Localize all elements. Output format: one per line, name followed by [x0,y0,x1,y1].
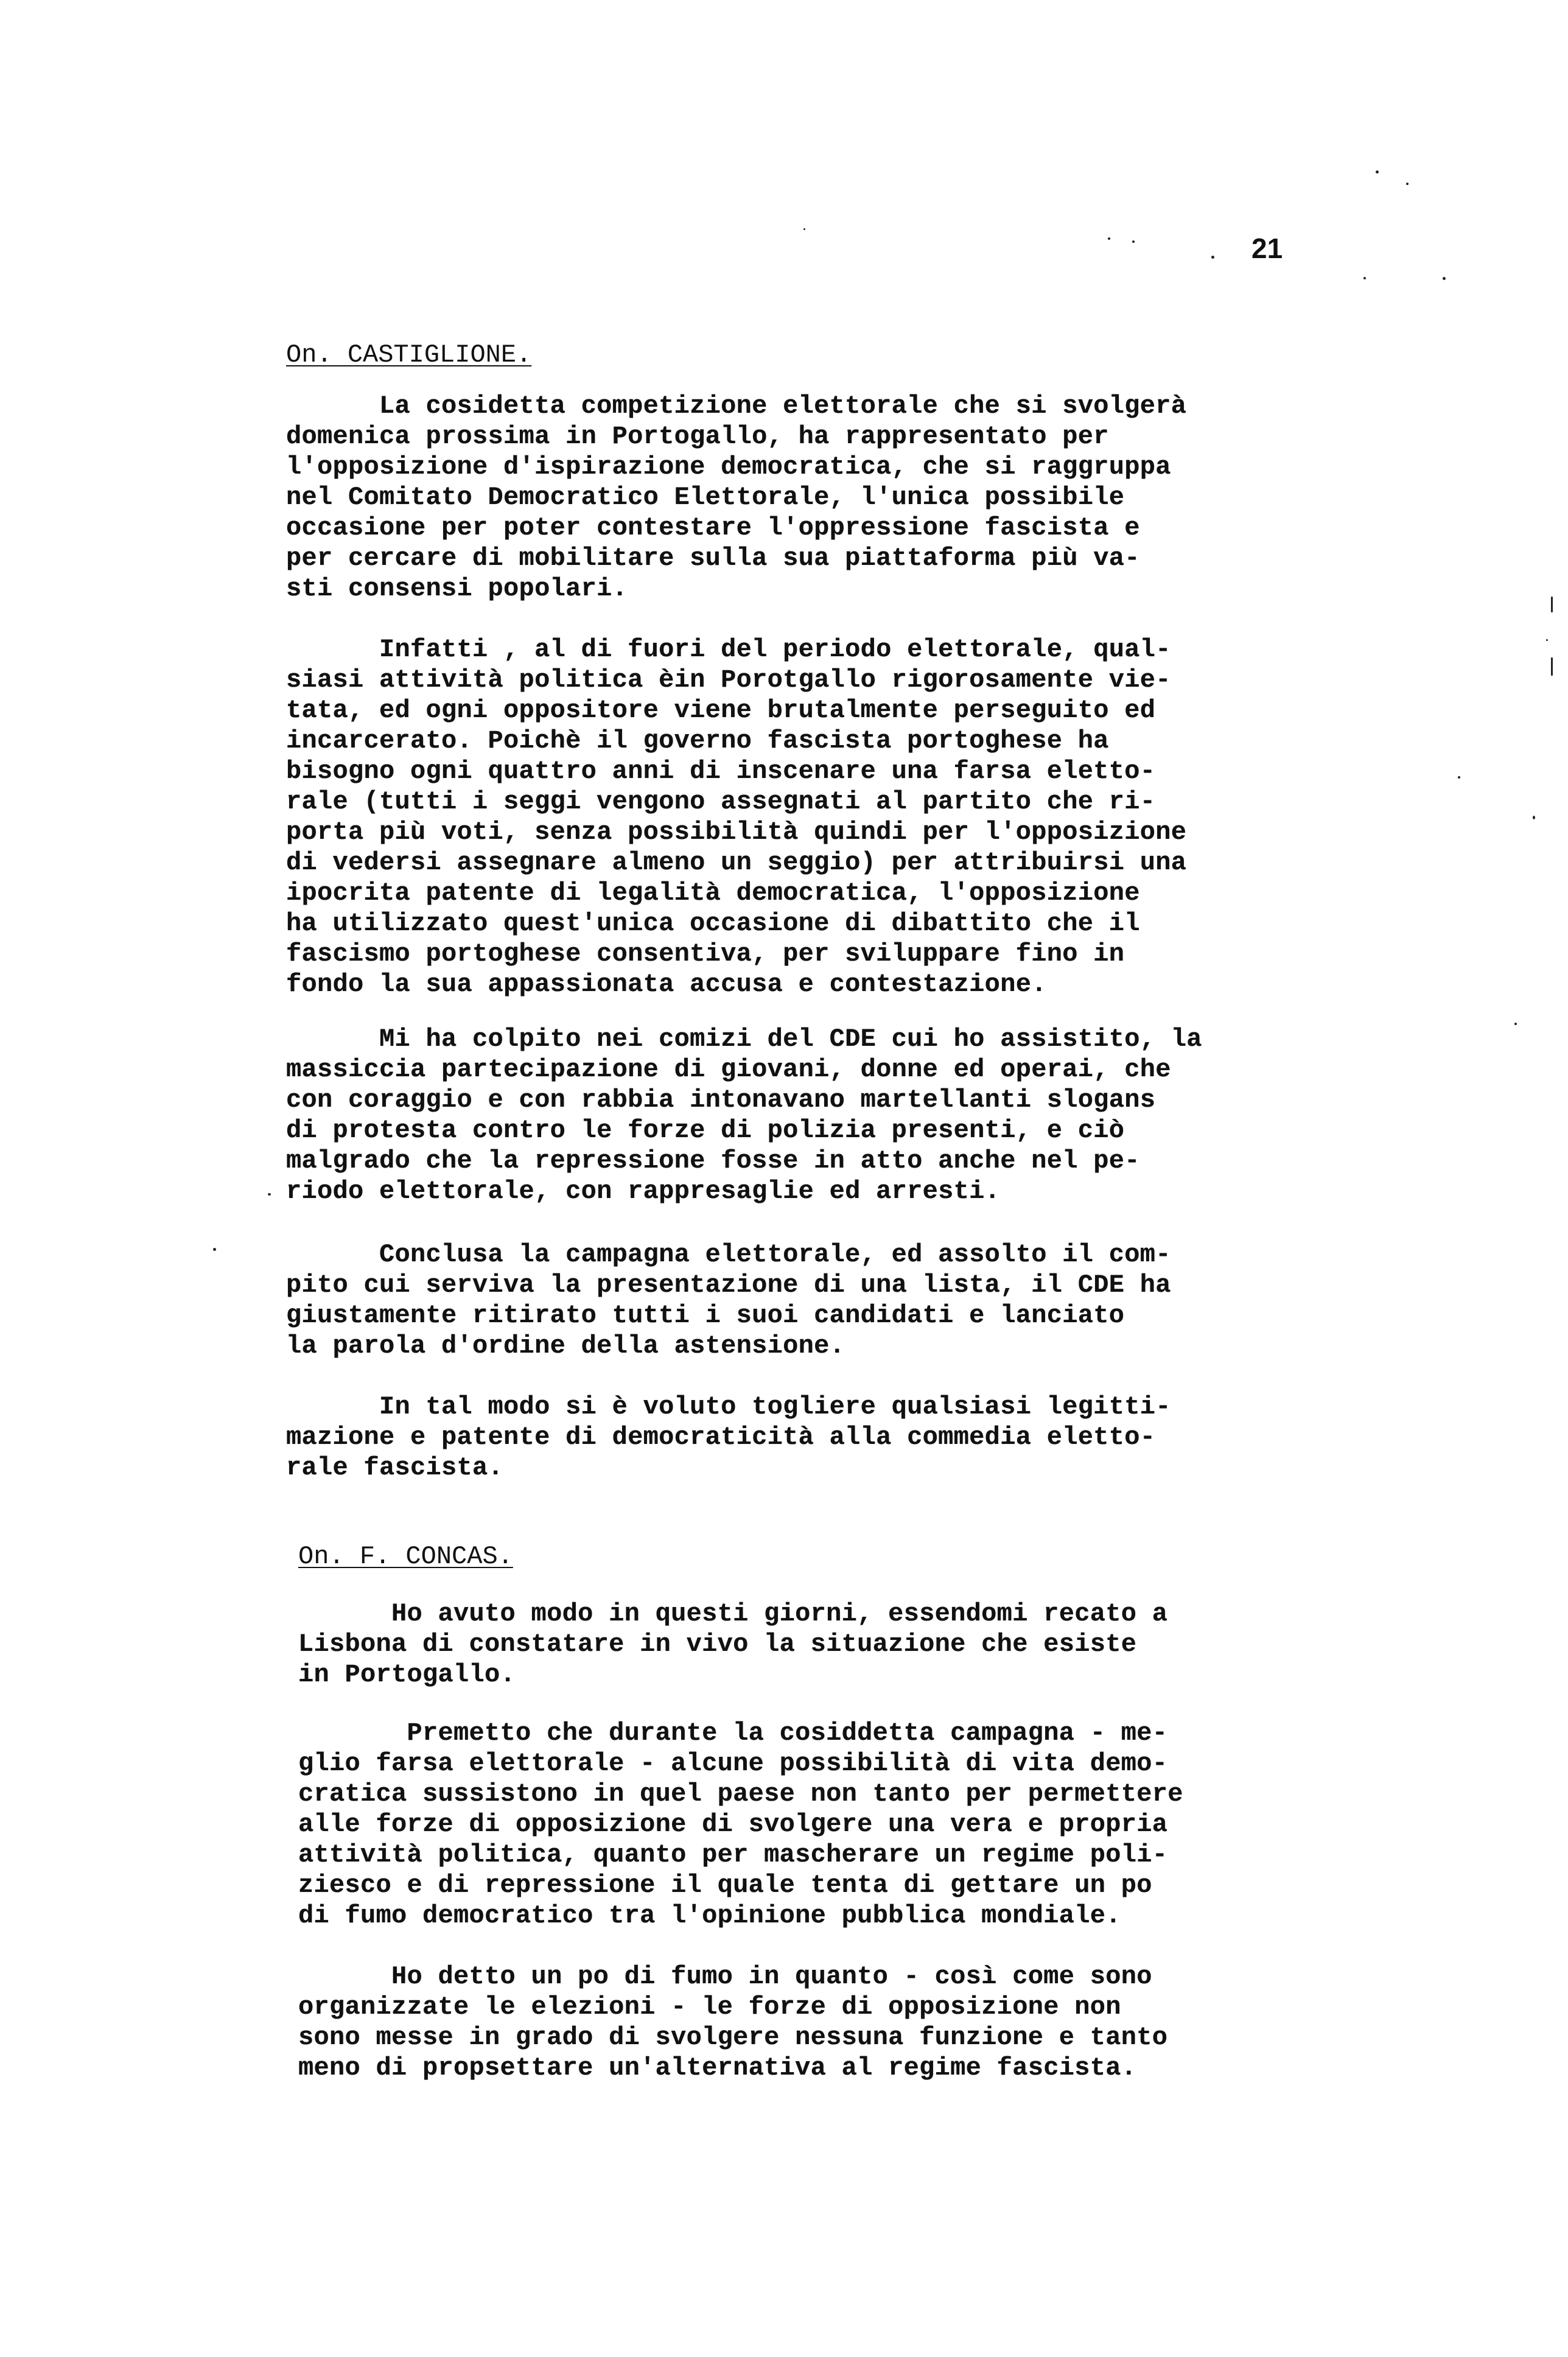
scan-speck [1551,657,1553,676]
text-line: rale (tutti i seggi vengono assegnati al partito che ri- [286,787,1156,816]
text-line: Conclusa la campagna elettorale, ed assolto il com- [286,1240,1171,1269]
text-line: occasione per poter contestare l'oppressione fascista e [286,513,1140,542]
scan-speck [213,1248,216,1251]
scan-speck [803,228,805,230]
text-line: di fumo democratico tra l'opinione pubblica mondiale. [298,1901,1121,1930]
scan-speck [268,1193,271,1196]
text-line: massiccia partecipazione di giovani, donne ed operai, che [286,1055,1171,1084]
text-line: di vedersi assegnare almeno un seggio) per attribuirsi una [286,848,1187,877]
paragraph [286,1392,1236,1483]
text-line: in Portogallo. [298,1660,516,1689]
scan-speck [1533,816,1535,819]
scan-speck [1406,183,1409,185]
text-line: mazione e patente di democraticità alla commedia eletto- [286,1423,1156,1452]
text-line: rale fascista. [286,1453,504,1482]
paragraph [286,391,1236,604]
text-line: Ho detto un po di fumo in quanto - così come sono [298,1962,1152,1991]
text-line: Mi ha colpito nei comizi del CDE cui ho assistito, la [286,1024,1202,1054]
paragraph [298,1718,1248,1931]
text-line: di protesta contro le forze di polizia presenti, e ciò [286,1116,1125,1145]
paragraph [286,1239,1236,1361]
page-number: 21 [1251,233,1283,264]
text-line: bisogno ogni quattro anni di inscenare una farsa eletto- [286,757,1156,786]
text-line: domenica prossima in Portogallo, ha rappresentato per [286,422,1109,451]
scan-speck [1458,776,1460,779]
scan-speck [1546,639,1548,641]
text-line: La cosidetta competizione elettorale che si svolgerà [286,391,1187,421]
text-line: sono messe in grado di svolgere nessuna funzione e tanto [298,2023,1168,2052]
text-line: organizzate le elezioni - le forze di opposizione non [298,1992,1121,2022]
text-line: nel Comitato Democratico Elettorale, l'unica possibile [286,483,1125,512]
text-line: pito cui serviva la presentazione di una lista, il CDE ha [286,1270,1171,1300]
scan-speck [1108,237,1110,240]
text-line: ipocrita patente di legalità democratica, l'opposizione [286,878,1140,908]
scan-speck [1363,277,1366,279]
text-line: malgrado che la repressione fosse in atto anche nel pe- [286,1146,1140,1175]
text-line: fondo la sua appassionata accusa e contestazione. [286,970,1047,999]
text-line: alle forze di opposizione di svolgere una vera e propria [298,1810,1168,1839]
text-line: tata, ed ogni oppositore viene brutalmente perseguito ed [286,696,1156,725]
text-line: glio farsa elettorale - alcune possibilità di vita demo- [298,1749,1168,1778]
text-line: fascismo portoghese consentiva, per sviluppare fino in [286,939,1125,968]
text-line: ha utilizzato quest'unica occasione di dibattito che il [286,909,1140,938]
section-heading-concas: On. F. CONCAS. [298,1542,513,1571]
text-line: meno di propsettare un'alternativa al regime fascista. [298,2053,1137,2082]
text-line: incarcerato. Poichè il governo fascista portoghese ha [286,726,1109,755]
text-line: per cercare di mobilitare sulla sua piattaforma più va- [286,544,1140,573]
text-line: giustamente ritirato tutti i suoi candidati e lanciato [286,1301,1125,1330]
paragraph [286,634,1236,1000]
scan-speck [1376,170,1379,173]
text-line: la parola d'ordine della astensione. [286,1331,845,1361]
scan-speck [1514,1023,1517,1025]
scan-speck [1443,277,1446,280]
scan-speck [1132,240,1135,243]
scan-speck [1211,256,1214,259]
paragraph [298,1599,1248,1690]
text-line: l'opposizione d'ispirazione democratica, che si raggruppa [286,452,1171,482]
text-line: Infatti , al di fuori del periodo elettorale, qual- [286,635,1171,664]
text-line: Ho avuto modo in questi giorni, essendomi recato a [298,1599,1168,1628]
text-line: siasi attività politica èin Porotgallo rigorosamente vie- [286,665,1171,695]
text-line: cratica sussistono in quel paese non tanto per permettere [298,1779,1183,1809]
text-line: porta più voti, senza possibilità quindi per l'opposizione [286,818,1187,847]
paragraph [286,1024,1236,1207]
section-heading-castiglione: On. CASTIGLIONE. [286,340,532,369]
scan-speck [1551,597,1553,612]
text-line: Premetto che durante la cosiddetta campagna - me- [298,1718,1168,1748]
text-line: con coraggio e con rabbia intonavano martellanti slogans [286,1085,1156,1115]
text-line: attività politica, quanto per mascherare un regime poli- [298,1840,1168,1869]
text-line: In tal modo si è voluto togliere qualsiasi legitti- [286,1392,1171,1421]
paragraph [298,1961,1248,2083]
text-line: Lisbona di constatare in vivo la situazione che esiste [298,1630,1137,1659]
text-line: sti consensi popolari. [286,574,628,603]
text-line: riodo elettorale, con rappresaglie ed arresti. [286,1177,1001,1206]
text-line: ziesco e di repressione il quale tenta di gettare un po [298,1871,1152,1900]
